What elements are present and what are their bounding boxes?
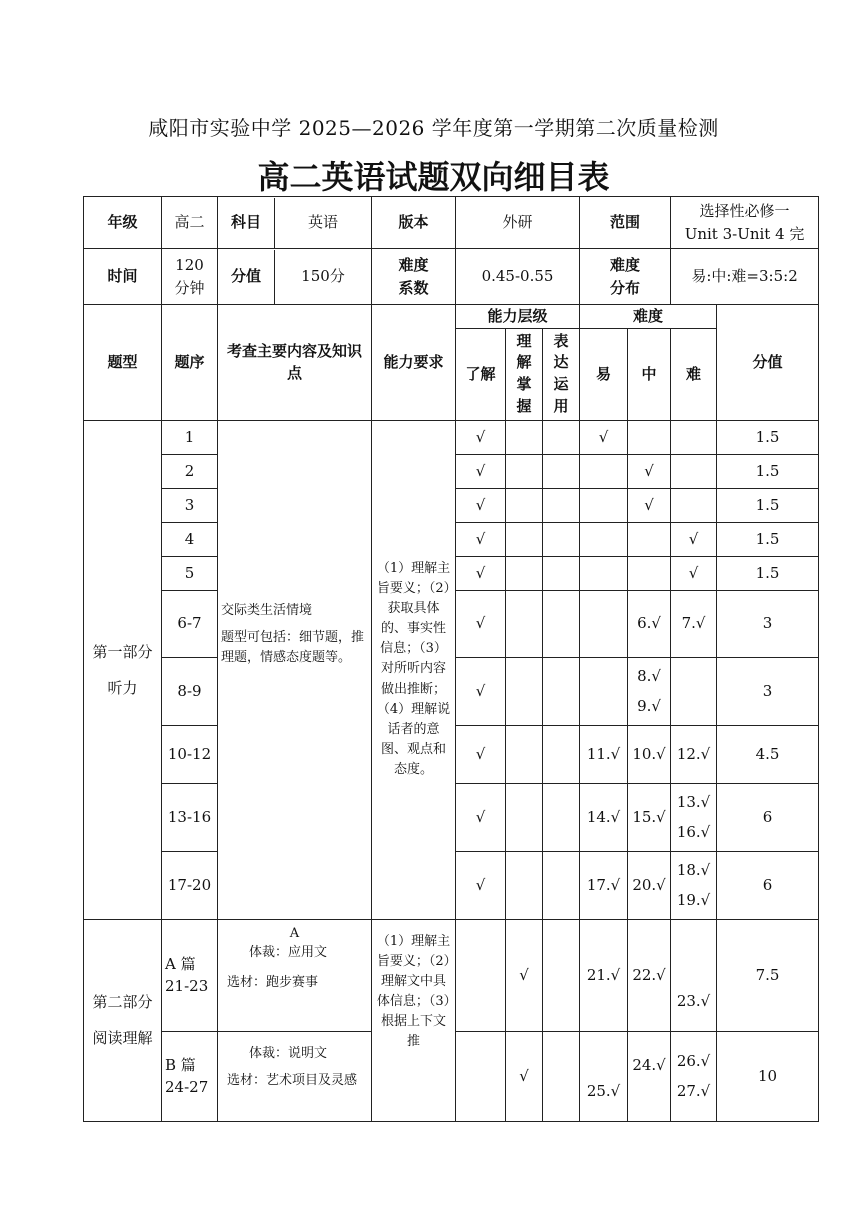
express-mark [543,919,580,1031]
points-value: 1.5 [717,556,819,590]
express-mark [543,522,580,556]
document-header: 咸阳市实验中学 2025—2026 学年度第一学期第二次质量检测 [148,116,719,140]
passage-b-topic: 选材：艺术项目及灵感 [227,1073,358,1088]
medium-mark: √ [628,454,671,488]
easy-mark [580,590,628,657]
understand-mark: √ [456,420,506,454]
col-comprehend-char: 解 [516,353,532,372]
hard-mark: √ [671,522,717,556]
column-header-row-1 [84,305,819,329]
understand-mark: √ [456,522,506,556]
express-mark [543,420,580,454]
passage-a-content [218,919,372,1031]
section-2-name-line-2: 阅读理解 [92,1029,153,1047]
question-number: 4 [162,522,218,556]
points-value: 3 [717,657,819,725]
medium-mark: 20.√ [628,851,671,919]
difficulty-coef-label-1: 难度 [398,256,429,274]
hard-mark [671,454,717,488]
grade-value: 高二 [162,197,218,249]
easy-mark: 11.√ [580,725,628,783]
section-1-content [218,420,372,919]
express-mark [543,1031,580,1121]
question-number: 6-7 [162,590,218,657]
comprehend-mark [506,522,543,556]
col-comprehend-char: 掌 [516,375,532,393]
difficulty-coef-value: 0.45-0.55 [456,249,580,305]
easy-mark: 17.√ [580,851,628,919]
points-value: 6 [717,783,819,851]
points-value: 6 [717,851,819,919]
easy-mark [580,657,628,725]
comprehend-mark [506,454,543,488]
info-row-2 [84,249,819,305]
col-express-char: 达 [553,353,569,372]
easy-mark [580,488,628,522]
medium-mark [628,420,671,454]
medium-mark: 22.√ [628,919,671,1031]
time-label: 时间 [84,249,162,305]
comprehend-mark [506,657,543,725]
subject-cell [218,197,372,249]
subject-value: 英语 [307,213,338,232]
col-points: 分值 [717,305,819,421]
express-mark [543,657,580,725]
comprehend-mark [506,556,543,590]
scope-label: 范围 [580,197,671,249]
question-number: 2 [162,454,218,488]
col-number: 题序 [162,305,218,421]
passage-range: 24-27 [165,1078,209,1096]
easy-mark [580,454,628,488]
medium-mark: 8.√ 9.√ [628,657,671,725]
express-mark [543,454,580,488]
medium-mark: 15.√ [628,783,671,851]
hard-mark: 23.√ [671,919,717,1031]
question-number: 1 [162,420,218,454]
medium-mark: 6.√ [628,590,671,657]
understand-mark: √ [456,783,506,851]
passage-a-topic: 选材：跑步赛事 [227,974,319,990]
time-line-1: 120 [175,256,204,274]
question-number: 10-12 [162,725,218,783]
easy-mark: 21.√ [580,919,628,1031]
difficulty-dist-label-2: 分布 [610,278,641,297]
table-row [84,420,819,454]
comprehend-mark [506,783,543,851]
question-number [162,1031,218,1121]
passage-b-content [218,1031,372,1121]
col-express-char: 用 [553,396,569,415]
understand-mark: √ [456,556,506,590]
section-1-content-line-2: 题型可包括：细节题，推理题，情感态度题等。 [221,630,365,665]
col-difficulty: 难度 [580,305,717,329]
express-mark [543,556,580,590]
express-mark [543,725,580,783]
easy-mark: 14.√ [580,783,628,851]
passage-label: A 篇 [165,954,196,973]
col-ability-level: 能力层级 [456,305,580,329]
points-value: 1.5 [717,522,819,556]
section-1-ability: （1）理解主旨要义；（2）获取具体的、事实性信息；（3）对所听内容做出推断；（4）理解说话者的意图、观点和态度。 [372,420,456,919]
section-1-name [84,420,162,919]
score-label: 分值 [218,250,275,304]
scope-line-2: Unit 3-Unit 4 完 [684,224,805,243]
easy-mark [580,522,628,556]
hard-mark [671,420,717,454]
section-2-name [84,919,162,1121]
understand-mark: √ [456,851,506,919]
table-row [84,919,819,1031]
points-value: 7.5 [717,919,819,1031]
grade-label: 年级 [84,197,162,249]
hard-mark [671,488,717,522]
understand-mark: √ [456,454,506,488]
understand-mark: √ [456,488,506,522]
section-1-name-line-2: 听力 [107,678,138,697]
medium-mark [628,556,671,590]
col-comprehend-char: 握 [516,396,532,415]
specification-table [83,196,819,1122]
points-value: 3 [717,590,819,657]
passage-a-head: A [289,925,300,941]
hard-mark: √ [671,556,717,590]
easy-mark: √ [580,420,628,454]
section-1-name-line-1: 第一部分 [92,642,153,661]
comprehend-mark: √ [506,919,543,1031]
comprehend-mark [506,420,543,454]
passage-label: B 篇 [165,1055,196,1074]
difficulty-dist-label-1: 难度 [610,256,641,274]
medium-mark: 24.√ [628,1031,671,1121]
question-number: 8-9 [162,657,218,725]
medium-mark [628,522,671,556]
understand-mark: √ [456,657,506,725]
col-understand: 了解 [456,328,506,420]
hard-mark: 12.√ [671,725,717,783]
express-mark [543,783,580,851]
passage-a-genre: 体裁：应用文 [249,945,328,960]
col-comprehend-char: 理 [516,331,532,350]
col-hard: 难 [671,328,717,420]
col-express-char: 运 [553,375,569,393]
edition-label: 版本 [372,197,456,249]
medium-mark: √ [628,488,671,522]
points-value: 1.5 [717,454,819,488]
passage-b-genre: 体裁：说明文 [249,1045,328,1061]
scope-line-1: 选择性必修一 [699,202,790,220]
score-value: 150分 [301,267,345,286]
page-title: 高二英语试题双向细目表 [257,158,610,196]
difficulty-coef-label [372,249,456,305]
comprehend-mark [506,851,543,919]
time-line-2: 分钟 [174,278,205,297]
express-mark [543,851,580,919]
comprehend-mark: √ [506,1031,543,1121]
info-row-1 [84,197,819,249]
question-number [162,919,218,1031]
question-number: 17-20 [162,851,218,919]
col-express [543,328,580,420]
question-number: 5 [162,556,218,590]
edition-value: 外研 [456,197,580,249]
hard-mark [671,657,717,725]
col-comprehend [506,328,543,420]
understand-mark [456,919,506,1031]
points-value: 4.5 [717,725,819,783]
difficulty-coef-label-2: 系数 [398,278,429,297]
express-mark [543,590,580,657]
points-value: 1.5 [717,420,819,454]
hard-mark: 7.√ [671,590,717,657]
section-2-ability: （1）理解主旨要义；（2）理解文中具体信息；（3）根据上下文推 [372,919,456,1121]
question-number: 13-16 [162,783,218,851]
difficulty-dist-label [580,249,671,305]
easy-mark: 25.√ [580,1031,628,1121]
points-value: 10 [717,1031,819,1121]
hard-mark: 13.√ 16.√ [671,783,717,851]
difficulty-dist-value: 易:中:难=3:5:2 [671,249,819,305]
passage-range: 21-23 [165,977,209,995]
easy-mark [580,556,628,590]
col-type: 题型 [84,305,162,421]
section-2-name-line-1: 第二部分 [92,993,153,1011]
understand-mark [456,1031,506,1121]
col-medium: 中 [628,328,671,420]
understand-mark: √ [456,590,506,657]
comprehend-mark [506,488,543,522]
medium-mark: 10.√ [628,725,671,783]
express-mark [543,488,580,522]
section-1-content-line-1: 交际类生活情境 [221,602,313,618]
hard-mark: 18.√ 19.√ [671,851,717,919]
points-value: 1.5 [717,488,819,522]
col-easy: 易 [580,328,628,420]
col-content: 考查主要内容及知识点 [218,305,372,421]
question-number: 3 [162,488,218,522]
time-value [162,249,218,305]
scope-value [671,197,819,249]
comprehend-mark [506,590,543,657]
comprehend-mark [506,725,543,783]
hard-mark: 26.√ 27.√ [671,1031,717,1121]
col-ability-req: 能力要求 [372,305,456,421]
score-cell [218,249,372,305]
col-express-char: 表 [553,331,569,350]
understand-mark: √ [456,725,506,783]
subject-label: 科目 [218,198,275,248]
